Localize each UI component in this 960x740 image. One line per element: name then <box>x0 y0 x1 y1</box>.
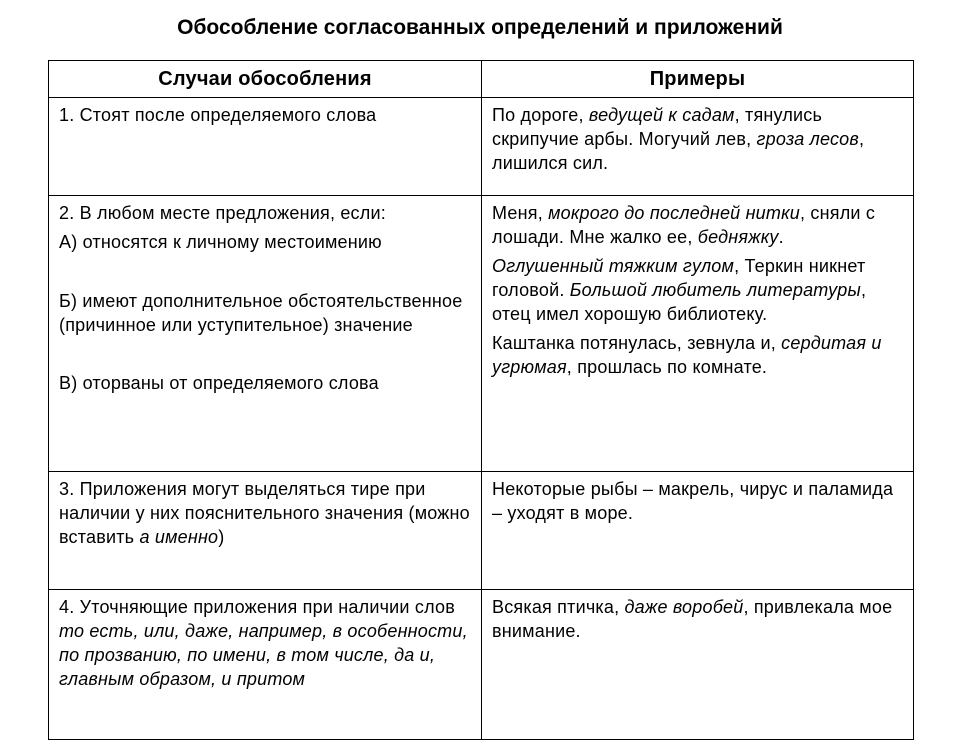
isolation-table <box>48 60 914 740</box>
example-text: , тянулись скрипучие арбы. Могучий лев, <box>492 105 823 149</box>
case-text: А) относятся к личному местоимению <box>59 232 382 252</box>
case-text: В) оторваны от определяемого слова <box>59 373 379 393</box>
page-title: Обособление согласованных определений и приложений <box>177 16 783 39</box>
example-text: , Теркин никнет головой. <box>492 256 866 300</box>
case-cell <box>49 472 482 590</box>
example-text: , отец имел хорошую библиотеку. <box>492 280 867 324</box>
example-text: , прошлась по комнате. <box>566 357 768 377</box>
example-cell <box>482 196 914 472</box>
example-italic: Большой любитель литературы <box>569 280 861 300</box>
example-italic: бедняжку <box>697 227 779 247</box>
header-cases: Случаи обособления <box>49 61 482 98</box>
example-text: , лишился сил. <box>492 129 865 173</box>
case-text: 1. Стоят после определяемого слова <box>59 105 377 125</box>
example-italic: мокрого до последней нитки <box>548 203 801 223</box>
case-italic: то есть, или, даже, например, в особенности, по прозванию, по имени, в том числе, да и, главным образом, и притом <box>59 621 468 689</box>
case-text: 2. В любом месте предложения, если: <box>59 203 386 223</box>
table-row <box>49 590 914 740</box>
example-cell <box>482 98 914 196</box>
example-italic: даже воробей <box>624 597 744 617</box>
table-row <box>49 98 914 196</box>
header-examples: Примеры <box>482 61 914 98</box>
case-cell <box>49 196 482 472</box>
table-header-row <box>49 61 914 98</box>
example-text: Некоторые рыбы – макрель, чирус и паламида – уходят в море. <box>492 479 894 523</box>
example-italic: Оглушенный тяжким гулом <box>492 256 735 276</box>
table-row <box>49 472 914 590</box>
example-text: Меня, <box>492 203 549 223</box>
example-cell <box>482 472 914 590</box>
example-italic: ведущей к садам <box>588 105 735 125</box>
case-cell <box>49 590 482 740</box>
example-italic: сердитая и угрюмая <box>492 333 882 377</box>
example-text: , привлекала мое внимание. <box>492 597 893 641</box>
example-italic: гроза лесов <box>756 129 859 149</box>
example-text: Всякая птичка, <box>492 597 625 617</box>
example-text: По дороге, <box>492 105 589 125</box>
table-row <box>49 196 914 472</box>
example-text: . <box>778 227 784 247</box>
example-text: , сняли с лошади. Мне жалко ее, <box>492 203 876 247</box>
example-cell <box>482 590 914 740</box>
case-text: 4. Уточняющие приложения при наличии слов <box>59 597 455 617</box>
case-cell <box>49 98 482 196</box>
example-text: Каштанка потянулась, зевнула и, <box>492 333 782 353</box>
case-text: Б) имеют дополнительное обстоятельственное (причинное или уступительное) значение <box>59 291 463 335</box>
case-text: 3. Приложения могут выделяться тире при наличии у них пояснительного значения (можно вставить <box>59 479 470 547</box>
case-text: ) <box>218 527 225 547</box>
case-italic: а именно <box>139 527 219 547</box>
